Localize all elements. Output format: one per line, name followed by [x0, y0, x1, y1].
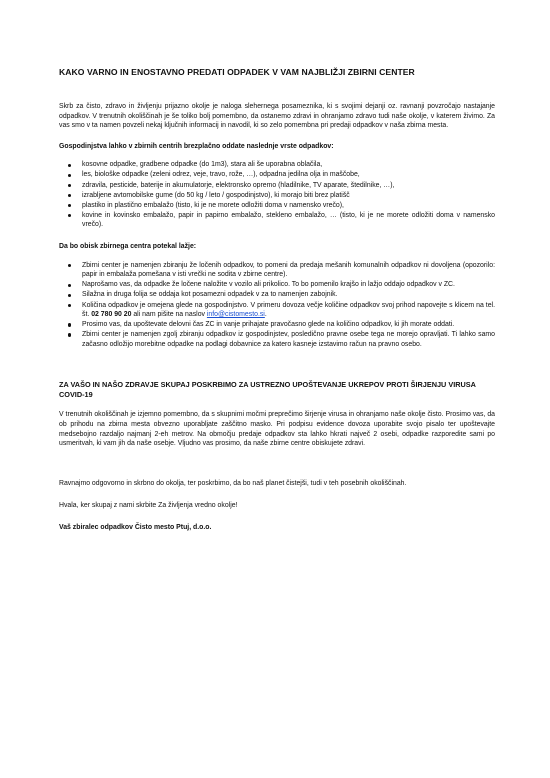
bullet-icon: [68, 204, 71, 207]
waste-types-list: [59, 160, 495, 230]
bullet-icon: [68, 323, 71, 326]
bullet-icon: [68, 264, 71, 267]
waste-types-heading: Gospodinjstva lahko v zbirnih centrih brezplačno oddate naslednje vrste odpadkov:: [59, 142, 334, 150]
list-item: Prosimo vas, da upoštevate delovni čas ZC in vanje prihajate pravočasno glede na količino odpadkov, ki jih morate oddati.: [59, 320, 495, 330]
bullet-icon: [68, 184, 71, 187]
list-item: Silažna in druga folija se oddaja kot posamezni odpadek v za to namenjen zabojnik.: [59, 290, 495, 300]
tips-heading: Da bo obisk zbirnega centra potekal lažje:: [59, 243, 197, 251]
list-item: kovine in kovinsko embalažo, papir in papirno embalažo, stekleno embalažo, … (tisto, ki je ne morete odložiti doma v namensko vrečo).: [59, 211, 495, 230]
list-item: plastiko in plastično embalažo (tisto, ki je ne morete odložiti doma v namensko vrečo),: [59, 201, 495, 211]
list-item: Naprošamo vas, da odpadke že ločene naložite v vozilo ali prikolico. To bo pomenilo krajšo in lažjo oddajo odpadkov v ZC.: [59, 280, 495, 290]
bullet-icon: [68, 194, 71, 197]
closing-paragraph: Ravnajmo odgovorno in skrbno do okolja, ter poskrbimo, da bo naš planet čistejši, tudi v teh posebnih okoliščinah.: [59, 479, 407, 487]
list-item: Zbirni center je namenjen zgolj zbiranju odpadkov iz gospodinjstev, posledično pravne osebe tega ne morejo opravljati. Ti lahko samo začasno odložijo morebitne odpadke na podlagi dobavnice za katero kasneje izstavimo račun na pravno osebo.: [59, 330, 495, 349]
bullet-icon: [68, 284, 71, 287]
bullet-icon: [68, 174, 71, 177]
list-item: zdravila, pesticide, baterije in akumulatorje, elektronsko opremo (hladilnike, TV aparate, štedilnike, …),: [59, 181, 495, 191]
covid-paragraph: V trenutnih okoliščinah je izjemno pomembno, da s skupnimi močmi preprečimo širjenje virusa in ohranjamo naše okolje čisto. Prosimo vas, da ob prihodu na zbirna mesta obvezno uporabljate zaščitno masko. Pri podpisu evidence dovoza uporabite svojo pisalo ter upoštevajte medsebojno razdaljo najmanj 2-eh metrov. Na območju predaje odpadkov sta lahko hkrati največ 2 osebi, odpadke razporedite sami po usmeritvah, ki vam jih da naše osebje. Vljudno vas prosimo, da naše zbirne centre obiskujete zdravi.: [59, 411, 495, 448]
thanks-paragraph: Hvala, ker skupaj z nami skrbite Za življenja vredno okolje!: [59, 502, 238, 510]
intro-paragraph: Skrb za čisto, zdravo in življenju prijazno okolje je naloga slehernega posameznika, ki s svojimi dejanji oz. ravnanji povzročajo nastajanje odpadkov. V trenutnih okoliščinah je še toliko bolj pomembno, da ostanemo zdravi in ohranjamo zdravo tudi naše okolje, v katerem živimo. Za vas smo v ta namen povzeli nekaj ključnih informacij in navodil, ki so zelo pomembna pri predaji odpadkov v naša zbirna mesta.: [59, 103, 495, 130]
bullet-icon: [68, 214, 71, 217]
covid-heading: ZA VAŠO IN NAŠO ZDRAVJE SKUPAJ POSKRBIMO ZA USTREZNO UPOŠTEVANJE UKREPOV PROTI ŠIRJENJU VIRUSA COVID-19: [59, 380, 476, 400]
list-item: les, biološke odpadke (zeleni odrez, veje, travo, rože, …), odpadna jedilna olja in maščobe,: [59, 170, 495, 180]
list-item: Količina odpadkov je omejena glede na gospodinjstvo. V primeru dovoza večje količine odpadkov svoj prihod napovejte s klicem na tel. št. 02 780 90 20 ali nam pišite na naslov info@cistomesto.si.: [59, 301, 495, 320]
list-item: izrabljene avtomobilske gume (do 50 kg / leto / gospodinjstvo), ki morajo biti brez platišč: [59, 191, 495, 201]
list-item: kosovne odpadke, gradbene odpadke (do 1m3), stara ali še uporabna oblačila,: [59, 160, 495, 170]
bullet-icon: [68, 164, 71, 167]
email-link[interactable]: info@cistomesto.si: [206, 311, 265, 319]
page-title: KAKO VARNO IN ENOSTAVNO PREDATI ODPADEK V VAM NAJBLIŽJI ZBIRNI CENTER: [59, 67, 415, 77]
phone-number: 02 780 90 20: [91, 311, 132, 319]
bullet-icon: [68, 333, 71, 336]
tips-list: [59, 261, 495, 350]
list-item: Zbirni center je namenjen zbiranju že ločenih odpadkov, to pomeni da predaja mešanih komunalnih odpadkov ni dovoljena (opozorilo: papir in embalaža pomešana v isti vrečki ne sodita v zbirne centre).: [59, 261, 495, 280]
bullet-icon: [68, 294, 71, 297]
document-body: [59, 67, 495, 533]
signature: Vaš zbiralec odpadkov Čisto mesto Ptuj, d.o.o.: [59, 524, 212, 532]
bullet-icon: [68, 304, 71, 307]
